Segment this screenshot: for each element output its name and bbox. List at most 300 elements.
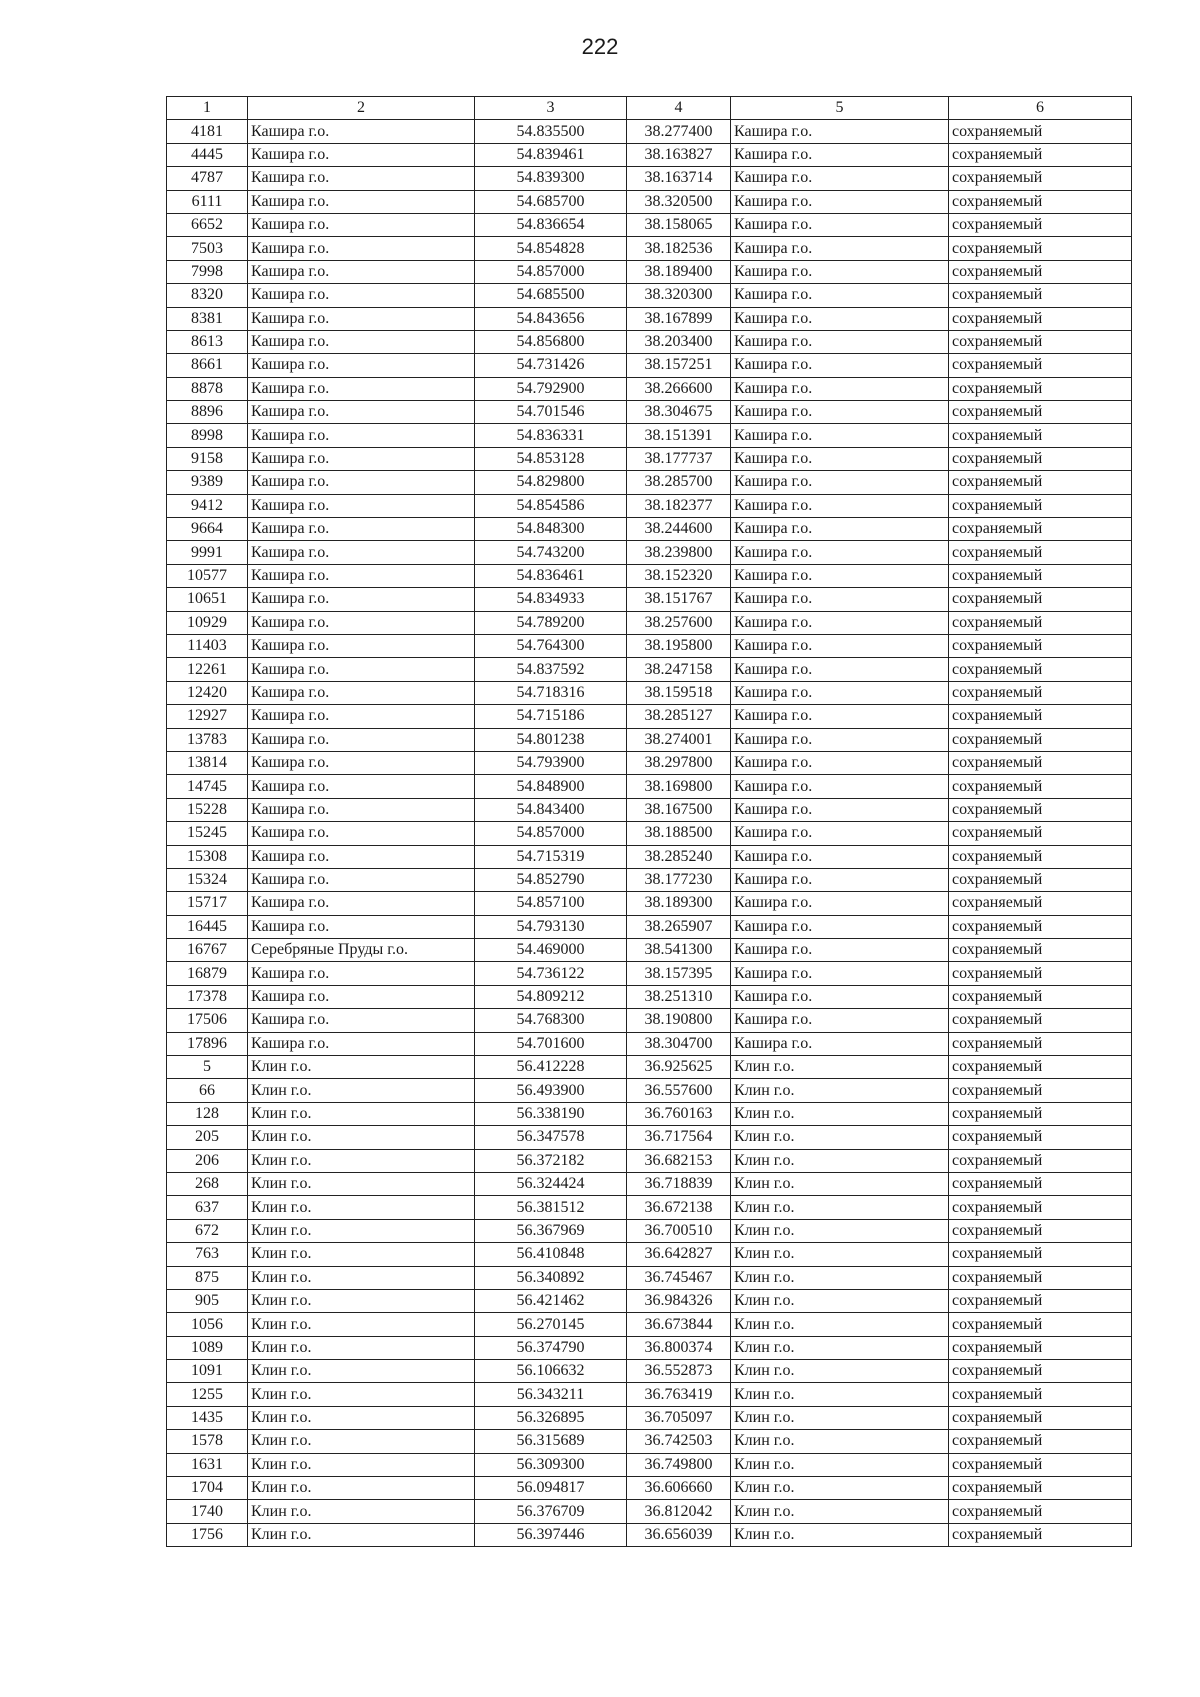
cell-district: Кашира г.о. — [248, 1032, 475, 1055]
cell-municipality: Кашира г.о. — [731, 962, 949, 985]
cell-latitude: 54.809212 — [475, 985, 627, 1008]
cell-district: Кашира г.о. — [248, 985, 475, 1008]
table-row — [167, 1336, 1132, 1359]
table-row — [167, 564, 1132, 587]
cell-latitude: 54.829800 — [475, 471, 627, 494]
cell-id: 4445 — [167, 143, 248, 166]
cell-status: сохраняемый — [949, 143, 1132, 166]
cell-district: Кашира г.о. — [248, 798, 475, 821]
cell-status: сохраняемый — [949, 330, 1132, 353]
table-row — [167, 751, 1132, 774]
cell-longitude: 36.642827 — [627, 1243, 731, 1266]
cell-municipality: Кашира г.о. — [731, 143, 949, 166]
cell-municipality: Кашира г.о. — [731, 681, 949, 704]
cell-longitude: 38.189400 — [627, 260, 731, 283]
table-row — [167, 939, 1132, 962]
cell-district: Клин г.о. — [248, 1102, 475, 1125]
cell-id: 8896 — [167, 401, 248, 424]
cell-status: сохраняемый — [949, 611, 1132, 634]
cell-latitude: 56.410848 — [475, 1243, 627, 1266]
cell-district: Клин г.о. — [248, 1500, 475, 1523]
cell-municipality: Клин г.о. — [731, 1383, 949, 1406]
cell-latitude: 54.853128 — [475, 447, 627, 470]
cell-status: сохраняемый — [949, 284, 1132, 307]
cell-latitude: 54.764300 — [475, 634, 627, 657]
table-row — [167, 705, 1132, 728]
cell-status: сохраняемый — [949, 868, 1132, 891]
cell-id: 14745 — [167, 775, 248, 798]
cell-latitude: 56.094817 — [475, 1477, 627, 1500]
cell-latitude: 54.834933 — [475, 588, 627, 611]
cell-latitude: 56.374790 — [475, 1336, 627, 1359]
cell-district: Клин г.о. — [248, 1079, 475, 1102]
cell-status: сохраняемый — [949, 190, 1132, 213]
cell-district: Кашира г.о. — [248, 284, 475, 307]
cell-id: 12927 — [167, 705, 248, 728]
cell-longitude: 38.265907 — [627, 915, 731, 938]
cell-longitude: 38.190800 — [627, 1009, 731, 1032]
table-row — [167, 518, 1132, 541]
cell-municipality: Кашира г.о. — [731, 213, 949, 236]
cell-status: сохраняемый — [949, 1079, 1132, 1102]
table-row — [167, 1289, 1132, 1312]
cell-latitude: 54.768300 — [475, 1009, 627, 1032]
cell-district: Кашира г.о. — [248, 705, 475, 728]
table-row — [167, 494, 1132, 517]
cell-latitude: 54.701546 — [475, 401, 627, 424]
column-header: 4 — [627, 97, 731, 120]
cell-id: 16879 — [167, 962, 248, 985]
cell-longitude: 38.277400 — [627, 120, 731, 143]
cell-status: сохраняемый — [949, 1336, 1132, 1359]
cell-latitude: 56.270145 — [475, 1313, 627, 1336]
cell-longitude: 38.195800 — [627, 634, 731, 657]
cell-id: 8613 — [167, 330, 248, 353]
cell-municipality: Клин г.о. — [731, 1102, 949, 1125]
cell-district: Кашира г.о. — [248, 401, 475, 424]
cell-district: Клин г.о. — [248, 1196, 475, 1219]
cell-status: сохраняемый — [949, 892, 1132, 915]
table-row — [167, 822, 1132, 845]
cell-latitude: 56.493900 — [475, 1079, 627, 1102]
cell-id: 7503 — [167, 237, 248, 260]
table-row — [167, 658, 1132, 681]
cell-longitude: 36.552873 — [627, 1360, 731, 1383]
cell-municipality: Клин г.о. — [731, 1243, 949, 1266]
cell-id: 13783 — [167, 728, 248, 751]
cell-latitude: 56.340892 — [475, 1266, 627, 1289]
cell-status: сохраняемый — [949, 260, 1132, 283]
cell-district: Кашира г.о. — [248, 822, 475, 845]
cell-id: 66 — [167, 1079, 248, 1102]
cell-municipality: Кашира г.о. — [731, 892, 949, 915]
cell-longitude: 38.247158 — [627, 658, 731, 681]
cell-district: Кашира г.о. — [248, 634, 475, 657]
cell-longitude: 36.717564 — [627, 1126, 731, 1149]
table-row — [167, 985, 1132, 1008]
cell-longitude: 38.167899 — [627, 307, 731, 330]
table-row — [167, 1056, 1132, 1079]
cell-latitude: 56.347578 — [475, 1126, 627, 1149]
cell-status: сохраняемый — [949, 1500, 1132, 1523]
cell-district: Кашира г.о. — [248, 447, 475, 470]
cell-status: сохраняемый — [949, 447, 1132, 470]
cell-status: сохраняемый — [949, 1172, 1132, 1195]
cell-district: Клин г.о. — [248, 1453, 475, 1476]
table-row — [167, 962, 1132, 985]
cell-longitude: 38.177737 — [627, 447, 731, 470]
cell-id: 1255 — [167, 1383, 248, 1406]
cell-district: Кашира г.о. — [248, 915, 475, 938]
cell-district: Кашира г.о. — [248, 962, 475, 985]
cell-municipality: Кашира г.о. — [731, 424, 949, 447]
cell-municipality: Кашира г.о. — [731, 985, 949, 1008]
cell-latitude: 54.701600 — [475, 1032, 627, 1055]
cell-district: Кашира г.о. — [248, 213, 475, 236]
cell-municipality: Кашира г.о. — [731, 1009, 949, 1032]
table-row — [167, 260, 1132, 283]
column-header: 5 — [731, 97, 949, 120]
table-row — [167, 471, 1132, 494]
cell-latitude: 54.836654 — [475, 213, 627, 236]
cell-status: сохраняемый — [949, 751, 1132, 774]
cell-id: 9389 — [167, 471, 248, 494]
cell-status: сохраняемый — [949, 377, 1132, 400]
table-row — [167, 1313, 1132, 1336]
cell-latitude: 56.412228 — [475, 1056, 627, 1079]
table-row — [167, 1430, 1132, 1453]
cell-municipality: Клин г.о. — [731, 1523, 949, 1546]
cell-municipality: Клин г.о. — [731, 1056, 949, 1079]
cell-district: Кашира г.о. — [248, 775, 475, 798]
cell-id: 8998 — [167, 424, 248, 447]
cell-status: сохраняемый — [949, 307, 1132, 330]
cell-id: 7998 — [167, 260, 248, 283]
cell-id: 16445 — [167, 915, 248, 938]
cell-longitude: 36.749800 — [627, 1453, 731, 1476]
cell-district: Кашира г.о. — [248, 611, 475, 634]
table-row — [167, 868, 1132, 891]
cell-municipality: Клин г.о. — [731, 1406, 949, 1429]
cell-status: сохраняемый — [949, 1102, 1132, 1125]
cell-longitude: 36.812042 — [627, 1500, 731, 1523]
cell-latitude: 56.309300 — [475, 1453, 627, 1476]
cell-id: 11403 — [167, 634, 248, 657]
cell-district: Клин г.о. — [248, 1523, 475, 1546]
cell-id: 905 — [167, 1289, 248, 1312]
cell-district: Кашира г.о. — [248, 564, 475, 587]
cell-status: сохраняемый — [949, 1406, 1132, 1429]
cell-latitude: 54.843400 — [475, 798, 627, 821]
cell-latitude: 54.848900 — [475, 775, 627, 798]
cell-longitude: 38.152320 — [627, 564, 731, 587]
cell-municipality: Клин г.о. — [731, 1126, 949, 1149]
cell-latitude: 56.106632 — [475, 1360, 627, 1383]
table-row — [167, 588, 1132, 611]
cell-id: 17506 — [167, 1009, 248, 1032]
cell-longitude: 38.163714 — [627, 167, 731, 190]
cell-status: сохраняемый — [949, 1289, 1132, 1312]
cell-municipality: Кашира г.о. — [731, 284, 949, 307]
cell-status: сохраняемый — [949, 167, 1132, 190]
table-row — [167, 284, 1132, 307]
table-row — [167, 1406, 1132, 1429]
cell-status: сохраняемый — [949, 564, 1132, 587]
cell-municipality: Клин г.о. — [731, 1172, 949, 1195]
table-row — [167, 892, 1132, 915]
cell-id: 1740 — [167, 1500, 248, 1523]
cell-id: 9991 — [167, 541, 248, 564]
cell-id: 875 — [167, 1266, 248, 1289]
cell-longitude: 38.274001 — [627, 728, 731, 751]
column-header: 6 — [949, 97, 1132, 120]
cell-district: Кашира г.о. — [248, 330, 475, 353]
cell-longitude: 38.163827 — [627, 143, 731, 166]
table-row — [167, 167, 1132, 190]
cell-longitude: 38.157395 — [627, 962, 731, 985]
cell-longitude: 38.320500 — [627, 190, 731, 213]
cell-latitude: 56.326895 — [475, 1406, 627, 1429]
cell-district: Клин г.о. — [248, 1383, 475, 1406]
cell-municipality: Клин г.о. — [731, 1430, 949, 1453]
cell-longitude: 38.158065 — [627, 213, 731, 236]
cell-municipality: Кашира г.о. — [731, 541, 949, 564]
cell-district: Клин г.о. — [248, 1313, 475, 1336]
cell-municipality: Клин г.о. — [731, 1219, 949, 1242]
cell-district: Клин г.о. — [248, 1172, 475, 1195]
cell-latitude: 56.324424 — [475, 1172, 627, 1195]
cell-municipality: Клин г.о. — [731, 1336, 949, 1359]
cell-longitude: 38.320300 — [627, 284, 731, 307]
cell-id: 6111 — [167, 190, 248, 213]
cell-id: 8320 — [167, 284, 248, 307]
cell-district: Серебряные Пруды г.о. — [248, 939, 475, 962]
cell-longitude: 38.177230 — [627, 868, 731, 891]
cell-municipality: Клин г.о. — [731, 1266, 949, 1289]
cell-latitude: 54.852790 — [475, 868, 627, 891]
cell-latitude: 54.469000 — [475, 939, 627, 962]
cell-longitude: 38.285240 — [627, 845, 731, 868]
cell-status: сохраняемый — [949, 1266, 1132, 1289]
cell-id: 9158 — [167, 447, 248, 470]
column-header: 3 — [475, 97, 627, 120]
cell-id: 637 — [167, 1196, 248, 1219]
table-row — [167, 1243, 1132, 1266]
cell-latitude: 54.857100 — [475, 892, 627, 915]
cell-municipality: Кашира г.о. — [731, 330, 949, 353]
cell-latitude: 54.715186 — [475, 705, 627, 728]
cell-longitude: 36.705097 — [627, 1406, 731, 1429]
table-row — [167, 1079, 1132, 1102]
cell-latitude: 56.338190 — [475, 1102, 627, 1125]
cell-latitude: 56.421462 — [475, 1289, 627, 1312]
cell-longitude: 36.800374 — [627, 1336, 731, 1359]
cell-status: сохраняемый — [949, 915, 1132, 938]
table-row — [167, 1009, 1132, 1032]
cell-longitude: 36.656039 — [627, 1523, 731, 1546]
cell-status: сохраняемый — [949, 705, 1132, 728]
table-row — [167, 1219, 1132, 1242]
table-row — [167, 681, 1132, 704]
cell-status: сохраняемый — [949, 354, 1132, 377]
table-row — [167, 1266, 1132, 1289]
table-row — [167, 541, 1132, 564]
table-row — [167, 307, 1132, 330]
cell-id: 205 — [167, 1126, 248, 1149]
cell-longitude: 38.239800 — [627, 541, 731, 564]
table-row — [167, 424, 1132, 447]
cell-id: 206 — [167, 1149, 248, 1172]
cell-district: Кашира г.о. — [248, 307, 475, 330]
cell-latitude: 54.685500 — [475, 284, 627, 307]
cell-id: 4787 — [167, 167, 248, 190]
cell-status: сохраняемый — [949, 1523, 1132, 1546]
cell-status: сохраняемый — [949, 962, 1132, 985]
cell-longitude: 38.257600 — [627, 611, 731, 634]
cell-status: сохраняемый — [949, 1360, 1132, 1383]
cell-district: Кашира г.о. — [248, 424, 475, 447]
cell-latitude: 54.792900 — [475, 377, 627, 400]
cell-municipality: Кашира г.о. — [731, 377, 949, 400]
cell-longitude: 36.718839 — [627, 1172, 731, 1195]
cell-latitude: 54.837592 — [475, 658, 627, 681]
cell-latitude: 56.376709 — [475, 1500, 627, 1523]
cell-municipality: Клин г.о. — [731, 1360, 949, 1383]
cell-municipality: Клин г.о. — [731, 1196, 949, 1219]
column-header: 1 — [167, 97, 248, 120]
table-row — [167, 1453, 1132, 1476]
cell-district: Кашира г.о. — [248, 494, 475, 517]
cell-latitude: 54.857000 — [475, 822, 627, 845]
cell-longitude: 38.541300 — [627, 939, 731, 962]
cell-id: 12261 — [167, 658, 248, 681]
table-row — [167, 634, 1132, 657]
table-row — [167, 775, 1132, 798]
cell-district: Клин г.о. — [248, 1336, 475, 1359]
cell-district: Кашира г.о. — [248, 751, 475, 774]
cell-municipality: Клин г.о. — [731, 1453, 949, 1476]
cell-longitude: 38.159518 — [627, 681, 731, 704]
table-body — [167, 120, 1132, 1547]
cell-id: 1089 — [167, 1336, 248, 1359]
cell-municipality: Кашира г.о. — [731, 307, 949, 330]
cell-longitude: 38.188500 — [627, 822, 731, 845]
cell-district: Кашира г.о. — [248, 237, 475, 260]
cell-status: сохраняемый — [949, 658, 1132, 681]
cell-district: Клин г.о. — [248, 1477, 475, 1500]
cell-id: 8381 — [167, 307, 248, 330]
cell-longitude: 38.203400 — [627, 330, 731, 353]
cell-id: 15228 — [167, 798, 248, 821]
cell-latitude: 54.854586 — [475, 494, 627, 517]
cell-id: 6652 — [167, 213, 248, 236]
cell-longitude: 36.742503 — [627, 1430, 731, 1453]
cell-municipality: Кашира г.о. — [731, 120, 949, 143]
table-row — [167, 1126, 1132, 1149]
table-row — [167, 915, 1132, 938]
cell-latitude: 54.854828 — [475, 237, 627, 260]
cell-municipality: Кашира г.о. — [731, 167, 949, 190]
cell-municipality: Кашира г.о. — [731, 190, 949, 213]
column-header: 2 — [248, 97, 475, 120]
cell-municipality: Кашира г.о. — [731, 705, 949, 728]
cell-district: Кашира г.о. — [248, 167, 475, 190]
cell-id: 15308 — [167, 845, 248, 868]
cell-status: сохраняемый — [949, 681, 1132, 704]
cell-latitude: 54.793900 — [475, 751, 627, 774]
page-number: 222 — [581, 34, 619, 59]
table-row — [167, 728, 1132, 751]
cell-municipality: Кашира г.о. — [731, 447, 949, 470]
cell-longitude: 38.297800 — [627, 751, 731, 774]
cell-longitude: 38.151391 — [627, 424, 731, 447]
cell-id: 1631 — [167, 1453, 248, 1476]
cell-district: Клин г.о. — [248, 1149, 475, 1172]
cell-status: сохраняемый — [949, 401, 1132, 424]
cell-id: 17896 — [167, 1032, 248, 1055]
cell-district: Клин г.о. — [248, 1243, 475, 1266]
cell-status: сохраняемый — [949, 213, 1132, 236]
cell-latitude: 54.836331 — [475, 424, 627, 447]
cell-status: сохраняемый — [949, 798, 1132, 821]
cell-id: 1756 — [167, 1523, 248, 1546]
cell-longitude: 36.984326 — [627, 1289, 731, 1312]
cell-status: сохраняемый — [949, 1453, 1132, 1476]
table-row — [167, 1172, 1132, 1195]
cell-id: 4181 — [167, 120, 248, 143]
cell-district: Клин г.о. — [248, 1266, 475, 1289]
cell-latitude: 54.843656 — [475, 307, 627, 330]
cell-district: Кашира г.о. — [248, 541, 475, 564]
cell-municipality: Кашира г.о. — [731, 401, 949, 424]
table-row — [167, 237, 1132, 260]
cell-id: 10929 — [167, 611, 248, 634]
cell-longitude: 36.673844 — [627, 1313, 731, 1336]
cell-longitude: 38.285127 — [627, 705, 731, 728]
cell-longitude: 36.682153 — [627, 1149, 731, 1172]
cell-id: 672 — [167, 1219, 248, 1242]
cell-district: Клин г.о. — [248, 1126, 475, 1149]
cell-id: 10651 — [167, 588, 248, 611]
cell-status: сохраняемый — [949, 588, 1132, 611]
table-row — [167, 330, 1132, 353]
cell-municipality: Клин г.о. — [731, 1500, 949, 1523]
table-row — [167, 1477, 1132, 1500]
cell-district: Кашира г.о. — [248, 518, 475, 541]
cell-longitude: 36.700510 — [627, 1219, 731, 1242]
cell-latitude: 54.793130 — [475, 915, 627, 938]
cell-municipality: Кашира г.о. — [731, 915, 949, 938]
cell-district: Клин г.о. — [248, 1360, 475, 1383]
cell-latitude: 54.685700 — [475, 190, 627, 213]
cell-district: Кашира г.о. — [248, 260, 475, 283]
table-row — [167, 143, 1132, 166]
cell-longitude: 36.606660 — [627, 1477, 731, 1500]
cell-district: Кашира г.о. — [248, 354, 475, 377]
cell-municipality: Кашира г.о. — [731, 728, 949, 751]
cell-status: сохраняемый — [949, 1383, 1132, 1406]
cell-municipality: Клин г.о. — [731, 1079, 949, 1102]
cell-longitude: 36.745467 — [627, 1266, 731, 1289]
cell-status: сохраняемый — [949, 1477, 1132, 1500]
cell-district: Клин г.о. — [248, 1056, 475, 1079]
cell-latitude: 56.315689 — [475, 1430, 627, 1453]
cell-longitude: 36.925625 — [627, 1056, 731, 1079]
cell-district: Кашира г.о. — [248, 143, 475, 166]
cell-id: 10577 — [167, 564, 248, 587]
cell-id: 1435 — [167, 1406, 248, 1429]
table-row — [167, 447, 1132, 470]
